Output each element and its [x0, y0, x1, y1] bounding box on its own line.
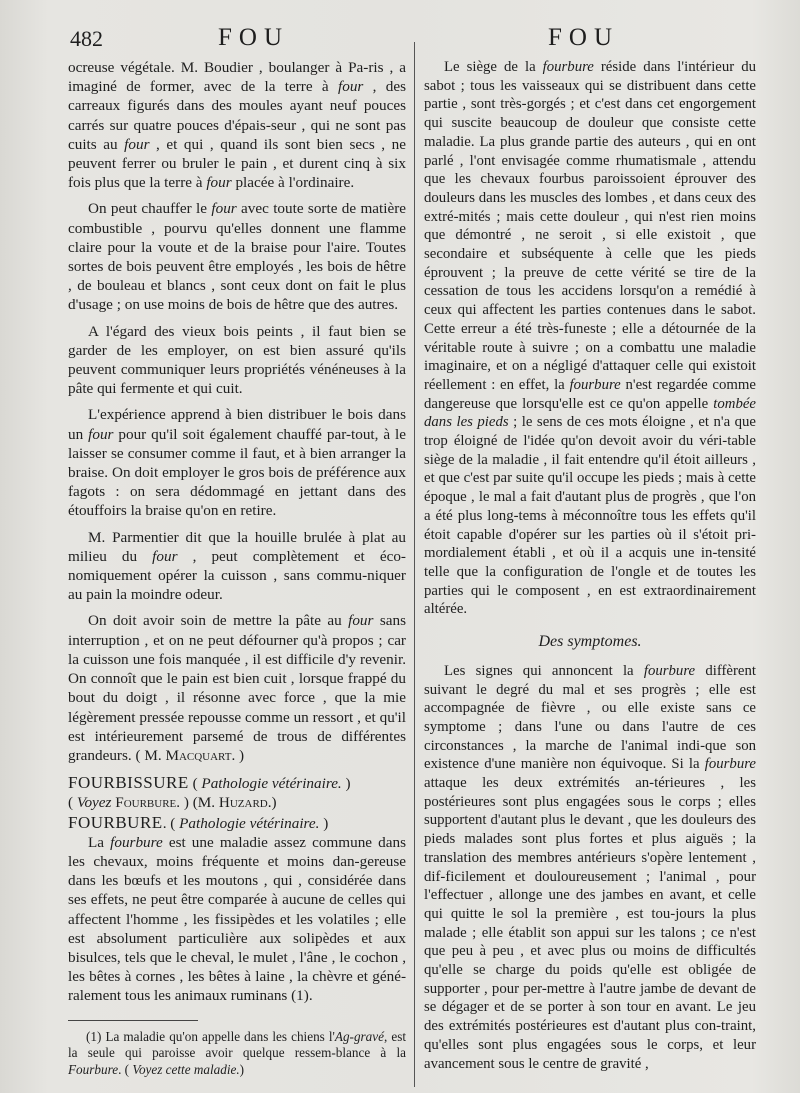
- left-column: [68, 58, 406, 1078]
- entry-title: FOURBISSURE: [68, 773, 189, 793]
- paragraph-parmentier: M. Parmentier dit que la houille brulée à plat au milieu du four , peut complètement et éco-nomiquement opérer la cuisson , sans commu-niquer au pain la moindre odeur.: [68, 528, 406, 604]
- running-head-left: FOU: [218, 24, 290, 51]
- right-column: [424, 58, 756, 1073]
- footnote: (1) La maladie qu'on appelle dans les chiens l'Ag-gravé, est la seule qui paroisse avoir quelque ressem-blance à la Fourbure. ( Voyez cette maladie.): [68, 1028, 406, 1077]
- paragraph-symptoms: Les signes qui annoncent la fourbure diffèrent suivant le degré du mal et ses progrès ; elle est accompagnée de fièvre , ou elle existe sans ce symptome ; dans l'une ou dans l'autre de ces circonstances , la marche de l'animal indi-que son existence d'une manière non équivoque. Si la fourbure attaque les deux extrémités an-térieures , les postérieures sont plus engagées sous le corps ; elles supportent d'autant plus le devant , que les douleurs des pieds malades sont plus fortes et plus aiguës ; la translation des membres antérieurs s'opère lentement , dif-ficilement et douloureusement ; l'animal , pour l'effectuer , allonge une des jambes en avant, et celle qui quitte le sol la première , est tou-jours la plus malade ; elle établit son appui sur les talons ; ce n'est que peu à peu , et avec plus ou moins de difficultés qu'elle se charge du poids qu'elle est obligée de supporter , pour per-mettre à l'autre jambe de devant de se dégager et de se porter à son tour en avant. Le jeu des extrémités postérieures est d'autant plus con-traint, qu'elles sont plus engagées sous le corps, et leur avancement sous le centre de gravité ,: [424, 662, 756, 1072]
- entry-fourbure: FOURBURE. ( Pathologie vétérinaire. ): [68, 812, 329, 832]
- entry-fourbissure: FOURBISSURE ( Pathologie vétérinaire. ) ( Voyez Fourbure. ) (M. Huzard.): [68, 773, 351, 812]
- paragraph-fourbure-intro: La fourbure est une maladie assez commune dans les chevaux, moins fréquente et moins dan-gereuse dans les bœufs et les moutons , qui , considérée dans ses effets, ne peut être comparée à aucune de celles qui affectent l'homme , les fissipèdes et les volatiles ; elle est absolument particulière aux solipèdes et aux bisulces, tels que le cheval, le mulet , l'âne , le cochon , les bêtes à cornes , les bêtes à laine , la chèvre et géné-ralement tous les animaux ruminans (1).: [68, 833, 406, 1005]
- paragraph-heating-fuel: On peut chauffer le four avec toute sorte de matière combustible , pourvu qu'elles donnent une flamme claire pour la voute et de la braise pour l'aire. Toutes sortes de bois peuvent être employés , les bois de hêtre , de bouleau et blancs , sont ceux dont on fait le plus d'usage ; on use moins de bois de hêtre que des autres.: [68, 200, 407, 314]
- paragraph-clay-tiles: ocreuse végétale. M. Boudier , boulanger à Pa-ris , a imaginé de former, avec de la terre à four , des carreaux figurés dans des moules ayant neuf pouces carrés sur quatre pouces d'épais-seur , qui ne sont pas cuits au four , et qui , quand ils sont bien secs , ne peuvent ferrer ou bruler le pain , et durent cinq à six fois plus que la terre à four placée à l'ordinaire.: [68, 59, 407, 192]
- page-number: 482: [70, 26, 103, 51]
- paragraph-baking-care: On doit avoir soin de mettre la pâte au four sans interruption , et on ne peut défourner qu'à propos ; car la cuisson une fois manquée , il est difficile d'y revenir. On connoît que le pain est bien cuit , lorsque frappé du bout du doigt , il résonne avec force , que la mie légèrement pressée repousse comme un ressort , et qu'il est intérieurement parsemé de trous de différentes grandeurs. ( M. Macquart. ): [68, 612, 407, 764]
- section-heading: Des symptomes.: [538, 633, 642, 651]
- paragraph-experience: L'expérience apprend à bien distribuer le bois dans un four pour qu'il soit également chauffé par-tout, à le laisser se consumer comme il faut, et à bien arranger la braise. On doit employer le gros bois de préférence aux fagots : on sera dédommagé en jettant dans des étouffoirs la braise qu'on en retire.: [68, 406, 406, 520]
- paragraph-painted-wood: A l'égard des vieux bois peints , il faut bien se garder de les employer, on est bien assuré qu'ils peuvent communiquer leurs propriétés vénéneuses à la pâte qui fermente et qui cuit.: [68, 322, 406, 398]
- paragraph-seat-of-disease: Le siège de la fourbure réside dans l'intérieur du sabot ; tous les vaisseaux qui se distribuent dans cette partie , sont très-gorgés ; et c'est dans cet engorgement qui suscite beaucoup de douleur que consiste cette maladie. La plus grande partie des auteurs , qui en ont parlé , l'ont envisagée comme rhumatismale , attendu que les chevaux fourbus paroissoient éprouver des douleurs dans les muscles des lombes , et dans ceux des extré-mités ; mais cette douleur , qui n'est rien moins que démontré , ne seroit , si elle existoit , que secondaire et subséquente à celle que les pieds éprouvent ; la preuve de cette vérité se tire de la cessation de tous les accidens lorsqu'on a remédié à ceux qui affectent les parties contenues dans le sabot. Cette erreur a été très-funeste ; elle a détournée de la véritable route à suivre ; on a combattu une maladie imaginaire, et on a négligé d'attaquer celle qui existoit réellement : en effet, la fourbure n'est regardée comme dangereuse que lorsqu'elle est ce qu'on appelle tombée dans les pieds ; le sens de ces mots éloigne , et n'a que trop éloigné de l'idée qu'on devoit avoir du véri-table siège de la maladie , il fait entendre qu'il étoit ailleurs , et que c'est par suite qu'il occupe les pieds ; mais à cette époque , le mal a fait d'autant plus de progrès , que l'on a été plus long-tems à méconnoître tous les effets qu'il étoit capable d'opérer sur les parties où il s'étoit pri-mordialement établi , et où il a acquis une in-tensité telle que la configuration de l'ongle et de toutes les parties qui le composent , en est extraordinairement altérée.: [424, 59, 756, 618]
- entry-title: FOURBURE: [68, 812, 163, 832]
- running-head-right: FOU: [548, 24, 620, 51]
- footnote-rule: [68, 1020, 198, 1021]
- column-divider: [414, 42, 415, 1087]
